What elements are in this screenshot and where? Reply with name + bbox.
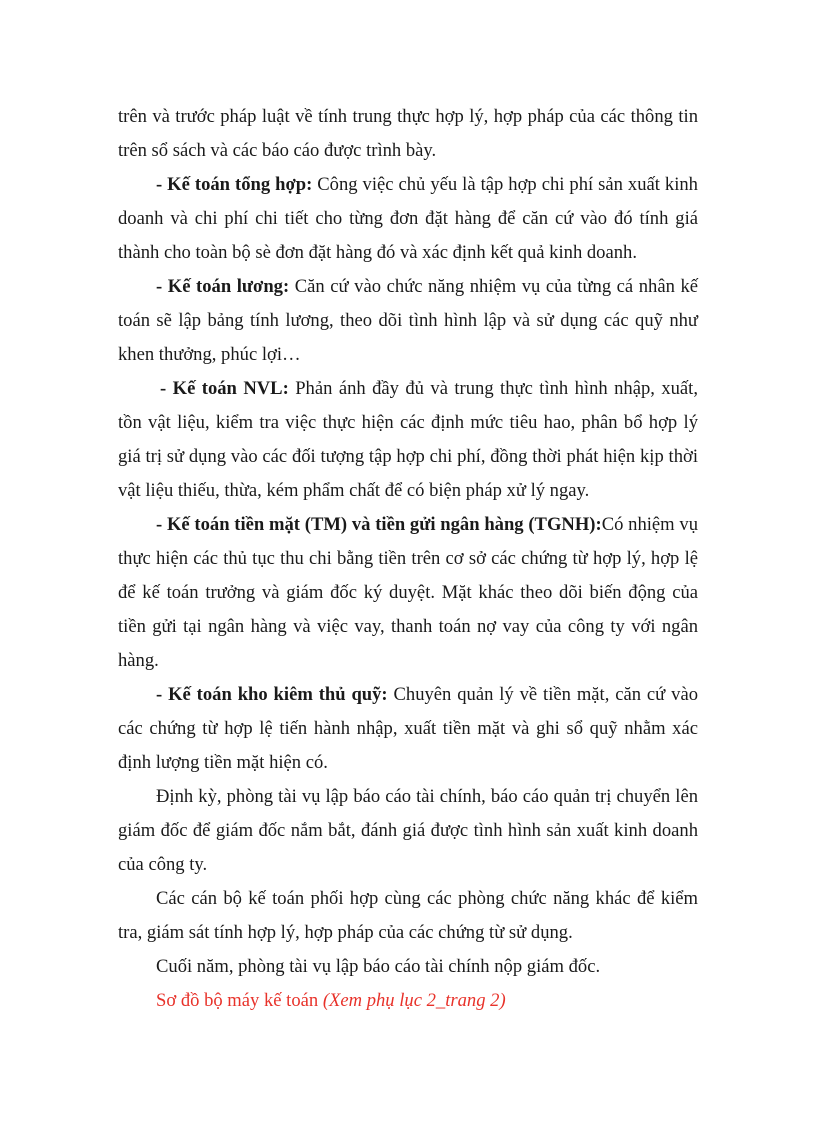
general-accounting-title: - Kế toán tổng hợp: xyxy=(156,174,313,195)
paragraph-cash-bank-accounting xyxy=(118,508,698,678)
materials-accounting-body: Phản ánh đầy đủ và trung thực tình hình nhập, xuất, tồn vật liệu, kiểm tra việc thực hiện các định mức tiêu hao, phân bổ hợp lý giá trị sử dụng vào các đối tượng tập hợp chi phí, đồng thời phát hiện kịp thời vật liệu thiếu, thừa, kém phẩm chất để có biện pháp xử lý ngay. xyxy=(118,378,698,501)
paragraph-materials-accounting xyxy=(118,372,698,508)
cash-bank-accounting-title: - Kế toán tiền mặt (TM) và tiền gửi ngân hàng (TGNH): xyxy=(156,514,602,535)
paragraph-warehouse-cashier xyxy=(118,678,698,780)
paragraph-year-end: Cuối năm, phòng tài vụ lập báo cáo tài chính nộp giám đốc. xyxy=(156,956,601,977)
paragraph-intro: trên và trước pháp luật về tính trung thực hợp lý, hợp pháp của các thông tin trên sổ sách và các báo cáo được trình bày. xyxy=(118,106,698,161)
appendix-reference: (Xem phụ lục 2_trang 2) xyxy=(322,990,506,1011)
warehouse-cashier-title: - Kế toán kho kiêm thủ quỹ: xyxy=(156,684,388,705)
paragraph-coordination: Các cán bộ kế toán phối hợp cùng các phòng chức năng khác để kiểm tra, giám sát tính hợp lý, hợp pháp của các chứng từ sử dụng. xyxy=(118,888,698,943)
paragraph-periodic-reporting: Định kỳ, phòng tài vụ lập báo cáo tài chính, báo cáo quản trị chuyển lên giám đốc để giám đốc nắm bắt, đánh giá được tình hình sản xuất kinh doanh của công ty. xyxy=(118,786,698,875)
paragraph-general-accounting xyxy=(118,168,698,270)
paragraph-diagram-reference xyxy=(118,984,698,1018)
payroll-accounting-body: Căn cứ vào chức năng nhiệm vụ của từng cá nhân kế toán sẽ lập bảng tính lương, theo dõi tình hình lập và sử dụng các quỹ như khen thưởng, phúc lợi… xyxy=(118,276,699,365)
materials-accounting-title: - Kế toán NVL: xyxy=(160,378,289,399)
cash-bank-accounting-body: Có nhiệm vụ thực hiện các thủ tục thu chi bằng tiền trên cơ sở các chứng từ hợp lý, hợp lệ để kế toán trưởng và giám đốc ký duyệt. Mặt khác theo dõi biến động của tiền gửi tại ngân hàng và việc vay, thanh toán nợ vay của công ty với ngân hàng. xyxy=(118,514,698,671)
warehouse-cashier-body: Chuyên quản lý về tiền mặt, căn cứ vào các chứng từ hợp lệ tiến hành nhập, xuất tiền mặt và ghi sổ quỹ nhằm xác định lượng tiền mặt hiện có. xyxy=(118,684,698,773)
payroll-accounting-title: - Kế toán lương: xyxy=(156,276,290,297)
general-accounting-body: Công việc chủ yếu là tập hợp chi phí sản xuất kinh doanh và chi phí chi tiết cho từng đơn đặt hàng để căn cứ vào đó tính giá thành cho toàn bộ sè đơn đặt hàng đó và xác định kết quả kinh doanh. xyxy=(118,174,698,263)
paragraph-payroll-accounting xyxy=(118,270,698,372)
diagram-reference-text: Sơ đồ bộ máy kế toán xyxy=(156,990,323,1011)
